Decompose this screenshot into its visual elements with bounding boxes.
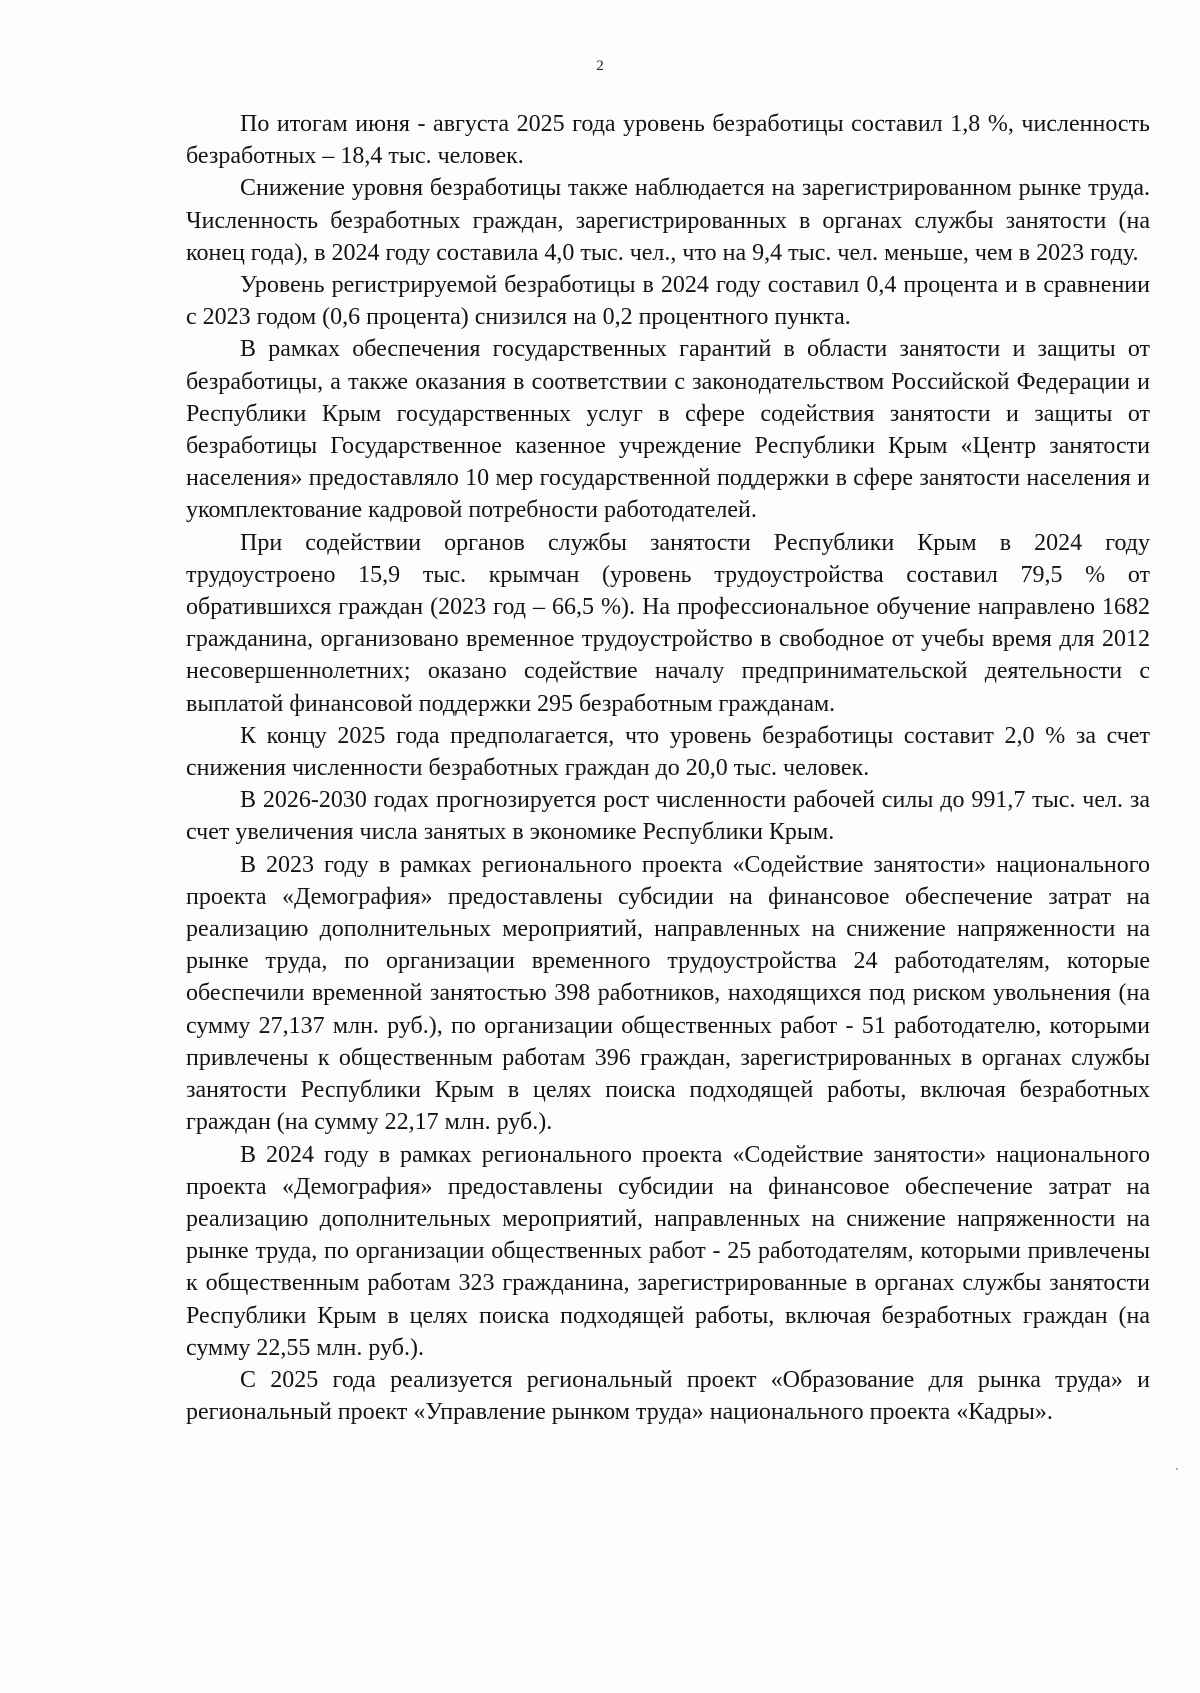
paragraph-employment-assistance-2024: При содействии органов службы занятости Республики Крым в 2024 году трудоустроено 15,9 тыс. крымчан (уровень трудоустройства составил 79,5 % от обратившихся граждан (2023 год – 66,5 %). На профессиональное обучение направлено 1682 гражданина, организовано временное трудоустройство в свободное от учебы время для 2012 несовершеннолетних; оказано содействие началу предпринимательской деятельности с выплатой финансовой поддержки 295 безработным гражданам. [186, 529, 1150, 717]
document-body [186, 108, 1150, 1428]
paragraph-forecast-2025: К концу 2025 года предполагается, что уровень безработицы составит 2,0 % за счет снижения численности безработных граждан до 20,0 тыс. человек. [186, 722, 1150, 782]
paragraph-unemployment-summer-2025: По итогам июня - августа 2025 года уровень безработицы составил 1,8 %, численность безработных – 18,4 тыс. человек. [186, 111, 1150, 170]
paragraph-registered-unemployment-decline: Снижение уровня безработицы также наблюдается на зарегистрированном рынке труда. Численность безработных граждан, зарегистрированных в органах службы занятости (на конец года), в 2024 году составила 4,0 тыс. чел., что на 9,4 тыс. чел. меньше, чем в 2023 году. [186, 175, 1150, 266]
paragraph-project-2024: В 2024 году в рамках регионального проекта «Содействие занятости» национального проекта «Демография» предоставлены субсидии на финансовое обеспечение затрат на реализацию дополнительных мероприятий, направленных на снижение напряженности на рынке труда, по организации общественных работ - 25 работодателям, которыми привлечены к общественным работам 323 гражданина, зарегистрированные в органах службы занятости Республики Крым в целях поиска подходящей работы, включая безработных граждан (на сумму 22,55 млн. руб.). [186, 1141, 1150, 1361]
paragraph-registered-unemployment-rate: Уровень регистрируемой безработицы в 2024 году составил 0,4 процента и в сравнении с 2023 годом (0,6 процента) снизился на 0,2 процентного пункта. [186, 272, 1150, 331]
paragraph-project-2023: В 2023 году в рамках регионального проекта «Содействие занятости» национального проекта «Демография» предоставлены субсидии на финансовое обеспечение затрат на реализацию дополнительных мероприятий, направленных на снижение напряженности на рынке труда, по организации временного трудоустройства 24 работодателям, которые обеспечили временной занятостью 398 работников, находящихся под риском увольнения (на сумму 27,137 млн. руб.), по организации общественных работ - 51 работодателю, которыми привлечены к общественным работам 396 граждан, зарегистрированных в органах службы занятости Республики Крым в целях поиска подходящей работы, включая безработных граждан (на сумму 22,17 млн. руб.). [186, 851, 1150, 1136]
paragraph-state-guarantees: В рамках обеспечения государственных гарантий в области занятости и защиты от безработицы, а также оказания в соответствии с законодательством Российской Федерации и Республики Крым государственных услуг в сфере содействия занятости и защиты от безработицы Государственное казенное учреждение Республики Крым «Центр занятости населения» предоставляло 10 мер государственной поддержки в сфере занятости населения и укомплектование кадровой потребности работодателей. [186, 336, 1150, 524]
paragraph-forecast-2026-2030: В 2026-2030 годах прогнозируется рост численности рабочей силы до 991,7 тыс. чел. за счет увеличения числа занятых в экономике Республики Крым. [186, 787, 1150, 846]
paragraph-projects-2025: С 2025 года реализуется региональный проект «Образование для рынка труда» и региональный проект «Управление рынком труда» национального проекта «Кадры». [186, 1366, 1150, 1426]
page-number: 2 [596, 58, 604, 74]
scan-speck [1176, 1468, 1178, 1470]
